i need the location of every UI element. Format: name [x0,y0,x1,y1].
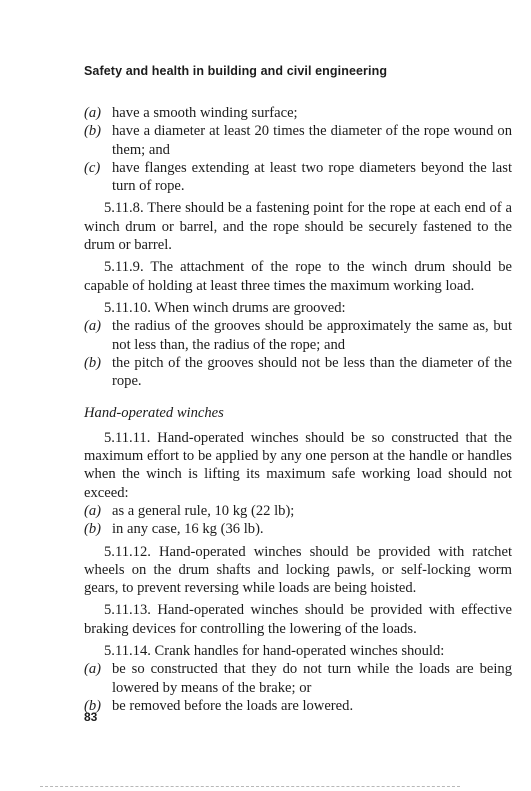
scan-edge-marks [40,786,460,788]
paragraph-5-11-10: 5.11.10. When winch drums are grooved: [104,299,346,316]
list-label: (c) [84,159,101,176]
list-label: (a) [84,502,102,519]
body-text [84,104,512,715]
paragraph-5-11-13: 5.11.13. Hand-operated winches should be provided with effective braking devices for controlling the lowering of the loads. [84,602,512,637]
list-item [84,697,512,715]
list-text: the pitch of the grooves should not be less than the diameter of the rope. [112,354,512,390]
paragraph-5-11-9: 5.11.9. The attachment of the rope to the winch drum should be capable of holding at least three times the maximum working load. [84,259,512,294]
page-number: 83 [84,710,98,724]
list-label: (b) [84,354,102,371]
list-text: have flanges extending at least two rope diameters beyond the last turn of rope. [112,159,512,195]
list-item [84,122,512,159]
list-text: be removed before the loads are lowered. [112,697,354,714]
list-label: (a) [84,318,102,335]
paragraph-5-11-12: 5.11.12. Hand-operated winches should be provided with ratchet wheels on the drum shafts and locking pawls, or self-locking worm gears, to prevent reversing while loads are being hoisted. [84,543,512,597]
paragraph-5-11-14: 5.11.14. Crank handles for hand-operated winches should: [104,643,445,660]
list-label: (b) [84,521,102,538]
list-item [84,502,512,520]
section-heading: Hand-operated winches [84,405,224,422]
list-item [84,354,512,391]
running-header: Safety and health in building and civil engineering [84,64,388,78]
list-item [84,159,512,196]
list-text: be so constructed that they do not turn while the loads are being lowered by means of the brake; or [112,661,512,696]
paragraph-5-11-11: 5.11.11. Hand-operated winches should be so constructed that the maximum effort to be applied by any one person at the handle or handles when the winch is lifting its maximum safe working load should not exceed: [84,429,512,501]
list-item [84,660,512,697]
list-text: the radius of the grooves should be approximately the same as, but not less than, the radius of the rope; and [112,318,512,353]
list-label: (a) [84,661,102,678]
list-text: as a general rule, 10 kg (22 lb); [112,502,295,519]
list-label: (a) [84,105,102,121]
list-label: (b) [84,697,102,714]
list-text: in any case, 16 kg (36 lb). [112,521,264,538]
list-text: have a diameter at least 20 times the diameter of the rope wound on them; and [112,123,512,158]
list-item [84,317,512,354]
document-page [84,64,512,715]
list-label: (b) [84,123,102,140]
paragraph-5-11-8: 5.11.8. There should be a fastening point for the rope at each end of a winch drum or barrel, and the rope should be securely fastened to the drum or barrel. [84,200,512,254]
list-text: have a smooth winding surface; [112,105,298,121]
list-item [84,520,512,538]
list-item [84,104,512,122]
